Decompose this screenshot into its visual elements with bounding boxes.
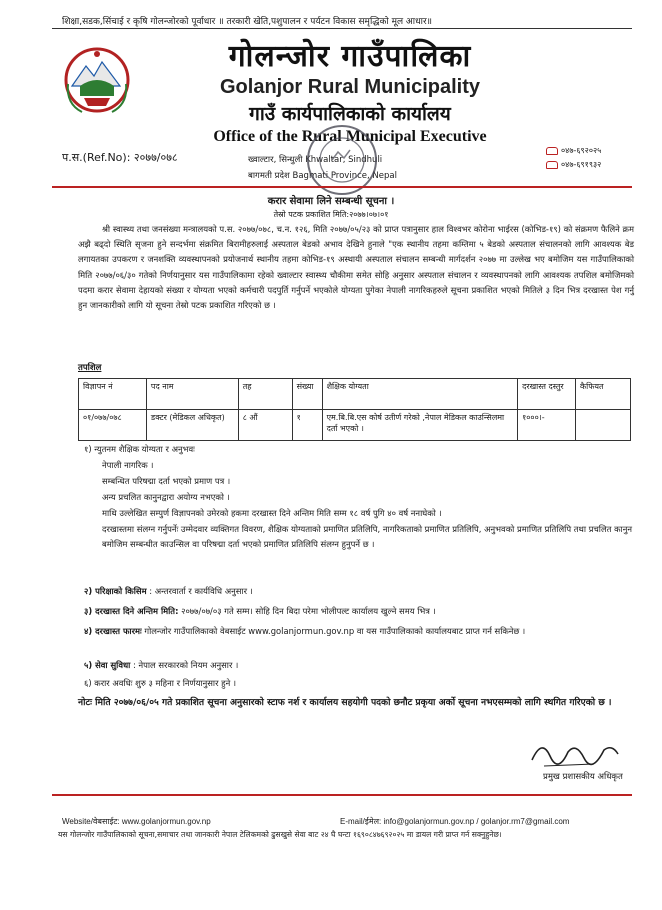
column-header: तह (238, 379, 292, 410)
requirement-3 (84, 604, 632, 618)
schedule-label: तपशिल (78, 363, 102, 373)
footer-email[interactable]: E-mail/ईमेल: info@golanjormun.gov.np / golanjor.rm7@gmail.com (340, 817, 570, 826)
address-line-2: बागमती प्रदेश Bagmati Province, Nepal (248, 171, 397, 181)
column-header: संख्या (292, 379, 322, 410)
table-cell: डक्टर (मेडिकल अधिकृत) (146, 410, 238, 441)
requirement-2-text: : अन्तरवार्ता र कार्यविधि अनुसार । (149, 586, 253, 596)
phone-entry (546, 158, 601, 172)
reference-number: प.स.(Ref.No): २०७७/०७८ (62, 151, 178, 164)
requirement-4 (84, 624, 632, 638)
table-cell: ८ औं (238, 410, 292, 441)
requirement-2 (84, 584, 632, 598)
requirement-5-text: : नेपाल सरकारको नियम अनुसार । (132, 660, 239, 670)
footer-website[interactable]: Website/वेबसाईट: www.golanjormun.gov.np (62, 817, 211, 826)
signature-icon (524, 732, 624, 772)
requirement-4-text: गोलन्जोर गाउँपालिकाको वेबसाईट www.golanjormun.gov.np वा यस गाउँपालिकाको कार्यालयबाट प्राप्त गर्न सकिनेछ । (141, 626, 526, 636)
notice-title: करार सेवामा लिने सम्बन्धी सूचना । (267, 196, 395, 207)
table-cell: ०१/०७७/०७८ (79, 410, 147, 441)
requirement-3-text: २०७७/०७/०३ गते सम्म। सोहि दिन बिदा परेमा भोलीपल्ट कार्यालय खुल्ने समय भित्र । (178, 606, 436, 616)
requirement-4-label: ४) दरखास्त फारमः (84, 626, 142, 636)
requirement-2-label: २) परिक्षाको किसिम (84, 586, 147, 596)
requirement-5-label: ५) सेवा सुविधा (84, 660, 131, 670)
address-line-1: ख्वाल्टार, सिन्धुली Khwaltar, Sindhuli (248, 155, 383, 165)
header-tagline: शिक्षा,सडक,सिंचाई र कृषि गोलन्जोरको पूर्वाधार ॥ तरकारी खेति,पशुपालन र पर्यटन विकास समृद्धिको मूल आधार॥ (62, 17, 433, 27)
requirement-line: अन्य प्रचलित कानुनद्वारा अयोग्य नभएको । (102, 492, 230, 502)
header-top-divider (52, 28, 632, 29)
telephone-icon (546, 147, 558, 155)
notice-publish-date: तेस्रो पटक प्रकाशित मिति:२०७७।०७।०१ (273, 210, 389, 219)
vacancy-table (78, 378, 631, 441)
table-cell: एम.बि.बि.एस कोर्ष उतीर्ण गरेको ,नेपाल मेडिकल काउन्सिलमा दर्ता भएको । (322, 410, 518, 441)
table-cell: १ (292, 410, 322, 441)
footer-divider (52, 794, 632, 796)
requirement-line: माथि उल्लेखित सम्पुर्ण विज्ञापनको उमेरको हकमा दरखास्त दिने अन्तिम मिति सम्म १८ वर्ष पुगि ४० वर्ष ननाघेको । (102, 508, 442, 518)
table-cell: १०००।- (518, 410, 576, 441)
requirement-line: नेपाली नागरिक । (102, 460, 154, 470)
notice-note: नोटः मिति २०७७/०६/०५ गते प्रकाशित सूचना अनुसारको स्टाफ नर्श र कार्यालय सहयोगी पदको छनौट प्रकृया अर्को सूचना नभएसम्मको लागि स्थगित गरिएको छ । (78, 697, 612, 708)
nepal-emblem-icon (62, 44, 132, 118)
footer-note: यस गोलन्जोर गाउँपालिकाको सूचना,समाचार तथा जानकारी नेपाल टेलिकमको ढुसखुसे सेवा बाट २४ घै घन्टा १६९०८४७६९२०२५ मा डायल गरी प्राप्त गर्न सक्नुहुनेछ। (58, 830, 502, 839)
column-header: कैफियत (576, 379, 631, 410)
table-row (79, 410, 631, 441)
requirement-6: ६) करार अवधिः शुरु ३ महिना र निर्णयानुसार हुने । (84, 678, 237, 688)
municipality-title-english: Golanjor Rural Municipality (219, 76, 481, 98)
phone-entry (546, 144, 601, 158)
table-cell (576, 410, 631, 441)
signatory-title: प्रमुख प्रशासकीय अधिकृत (543, 772, 623, 782)
office-title-english: Office of the Rural Municipal Executive (213, 128, 487, 145)
column-header: शैक्षिक योग्यता (322, 379, 518, 410)
column-header: दरखास्त दस्तुर (518, 379, 576, 410)
office-title-nepali: गाउँ कार्यपालिकाको कार्यालय (249, 103, 451, 125)
telephone-icon (546, 161, 558, 169)
requirement-1-label: १) न्युतनम शैक्षिक योग्यता र अनुभवः (84, 444, 195, 454)
header-divider (52, 186, 632, 188)
phone-number-1: ०४७-६९२०२५ (561, 146, 602, 155)
municipality-title-nepali: गोलन्जोर गाउँपालिका (228, 39, 472, 74)
requirement-line: सम्बन्धित परिषद्मा दर्ता भएको प्रमाण पत्र । (102, 476, 231, 486)
column-header: पद नाम (146, 379, 238, 410)
phone-numbers (546, 144, 601, 172)
requirement-3-label: ३) दरखास्त दिने अन्तिम मिति: (84, 606, 179, 616)
column-header: विज्ञापन नं (79, 379, 147, 410)
phone-number-2: ०४७-६९१९३२ (561, 160, 602, 169)
table-header-row (79, 379, 631, 410)
requirement-attachments: दरखास्तमा संलग्न गर्नुपर्नेः उम्मेदवार व्यक्तिगत विवरण, शैक्षिक योग्यताको प्रमाणित प्रतिलिपि, नागरिकताको प्रमाणित प्रतिलिपि, अनुभवको प्रमाणित प्रतिलिपि तथा प्रचलित कानुन बमोजिम सम्बन्धीत काउन्सिल वा परिषद्मा दर्ता भएको प्रमाणित प्रतिलिपि संलग्न हुनुपर्ने छ । (102, 524, 632, 549)
requirement-5 (84, 658, 632, 672)
notice-body: श्री स्वास्थ्य तथा जनसंख्या मन्त्रालयको प.स. २०७७/०७८, च.न. १२६, मिति २०७७/०५/२३ को प्राप्त पत्रानुसार हाल विश्वभर कोरोना भाईरस (कोभिड-१९) को संक्रमण फैलिने क्रम अझै बढ्दो स्थिति सृजना हुने सन्दर्भमा संक्रमित बिरामीहरुलाई अस्पताल बेडको अभाव देखिने हुनाले "एक स्थानीय तहमा कम्तिमा ५ बेडको अस्पताल संचालनको लागि आवश्यक बेड लगायतका उपकरण र जनशक्ति व्यवस्थापनको प्रयोजनार्थ स्थानीय तहमा कोभिड-१९ अस्थायी अस्पताल संचालन सम्बन्धी मार्गदर्शन २०७७ मा उल्लेख भए बमोजिम यस गाउँपालिकाको मिति २०७७/०६/३० गतेको निर्णयानुसार यस गाउँपालिकामा रहेको ख्वाल्टार स्वास्थ्य चौकीमा समेत सोहि अनुसार अस्पताल संचालन र व्यवस्थापनको लागि आवश्यक तपशिल बमोजिमको पदमा करार सेवामा देहायको संख्या र योग्यता भएको कर्मचारी पदपुर्ति गर्नुपर्ने भएकोले योग्यता पुगेका नेपाली नागरिकहरुले सूचना प्रकाशित भएको मितिले ३ दिन भित्र दरखास्त पेश गर्नु हुन जानकारीको लागि यो सूचना तेस्रो पटक प्रकाशित गरिएको छ । (78, 224, 634, 311)
